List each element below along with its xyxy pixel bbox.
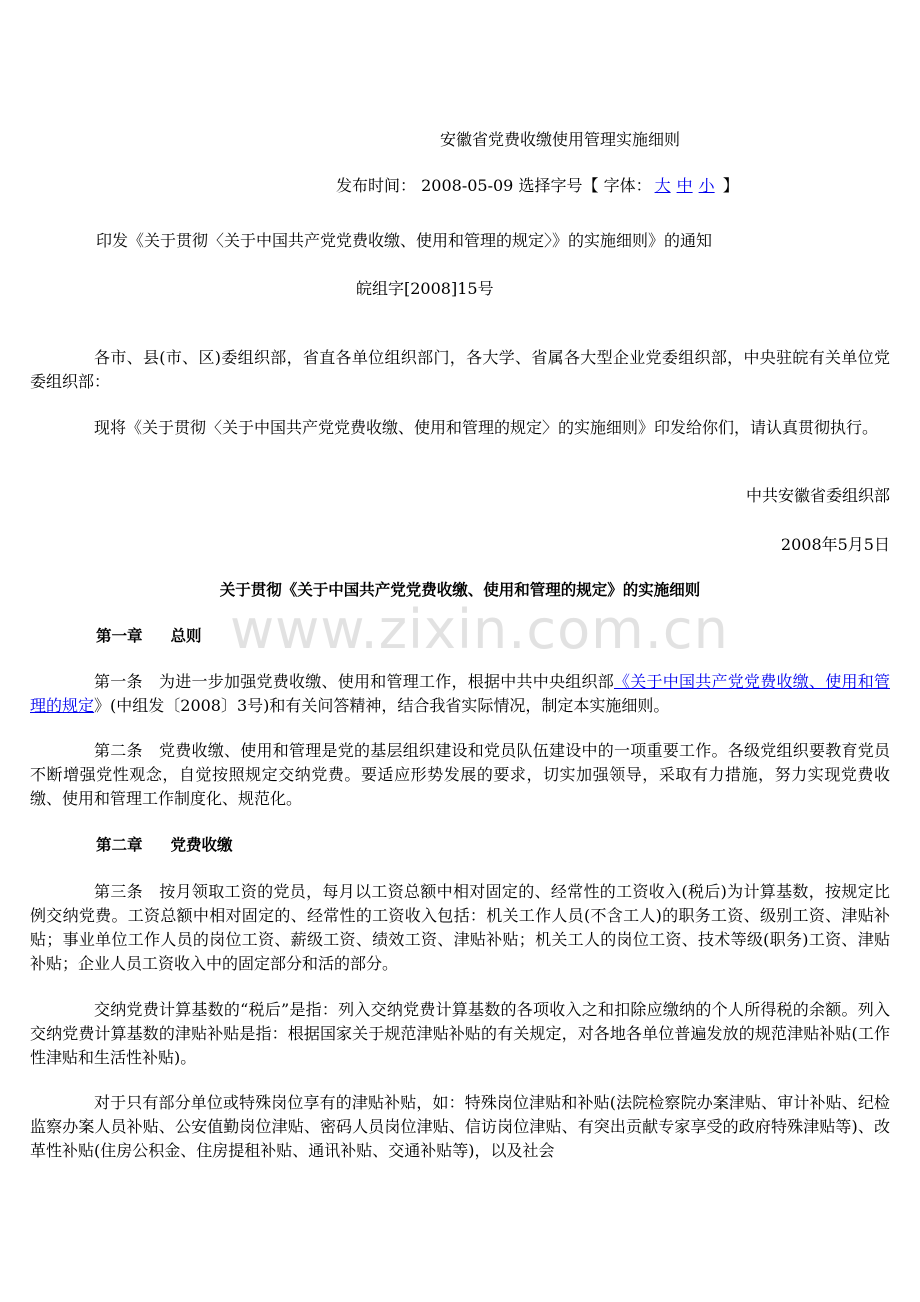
article-1 — [30, 670, 890, 718]
chapter-1-heading — [96, 624, 202, 648]
publish-label: 发布时间： — [336, 176, 417, 195]
font-label: 字体： — [603, 176, 652, 195]
notice-signer: 中共安徽省委组织部 — [745, 486, 890, 505]
font-select-close: 】 — [722, 176, 739, 195]
article-2: 第二条 党费收缴、使用和管理是党的基层组织建设和党员队伍建设中的一项重要工作。各级党组织要教育党员不断增强党性观念，自觉按照规定交纳党费。要适应形势发展的要求，切实加强领导，采取有力措施，努力实现党费收缴、使用和管理工作制度化、规范化。 — [30, 741, 890, 808]
publish-date: 2008-05-09 — [421, 176, 514, 195]
page-title: 安徽省党费收缴使用管理实施细则 — [440, 130, 681, 149]
notice-title: 印发《关于贯彻〈关于中国共产党党费收缴、使用和管理的规定〉》的实施细则》的通知 — [96, 231, 713, 250]
notice-addressee: 各市、县(市、区)委组织部，省直各单位组织部门，各大学、省属各大型企业党委组织部，中央驻皖有关单位党委组织部： — [30, 348, 890, 391]
chapter-2-heading — [96, 833, 233, 857]
chapter-1-name: 总则 — [170, 627, 202, 645]
notice-body: 现将《关于贯彻〈关于中国共产党党费收缴、使用和管理的规定〉的实施细则》印发给你们，请认真贯彻执行。 — [94, 418, 879, 437]
publish-info — [336, 174, 739, 198]
font-size-small-link[interactable]: 小 — [698, 176, 715, 195]
notice-date: 2008年5月5日 — [780, 535, 890, 554]
font-size-medium-link[interactable]: 中 — [676, 176, 693, 195]
paragraph-tax-basis: 交纳党费计算基数的“税后”是指：列入交纳党费计算基数的各项收入之和扣除应缴纳的个人所得税的余额。列入交纳党费计算基数的津贴补贴是指：根据国家关于规范津贴补贴的有关规定，对各地各单位普遍发放的规范津贴补贴(工作性津贴和生活性补贴)。 — [30, 1000, 890, 1067]
chapter-2-name: 党费收缴 — [170, 836, 233, 854]
font-size-large-link[interactable]: 大 — [654, 176, 671, 195]
article-1-text-end: 》(中组发〔2008〕3号)和有关问答精神，结合我省实际情况，制定本实施细则。 — [94, 696, 670, 715]
article-1-text: 第一条 为进一步加强党费收缴、使用和管理工作，根据中共中央组织部 — [94, 672, 614, 691]
article-3: 第三条 按月领取工资的党员，每月以工资总额中相对固定的、经常性的工资收入(税后)为计算基数，按规定比例交纳党费。工资总额中相对固定的、经常性的工资收入包括：机关工作人员(不含工人)的职务工资、级别工资、津贴补贴；事业单位工作人员的岗位工资、薪级工资、绩效工资、津贴补贴；机关工人的岗位工资、技术等级(职务)工资、津贴补贴；企业人员工资收入中的固定部分和活的部分。 — [30, 882, 890, 973]
document-number: 皖组字[2008]15号 — [356, 279, 494, 298]
chapter-1-number: 第一章 — [96, 627, 143, 645]
regulation-link[interactable]: 《关于中国共产党党费收缴、使用和管理的规定 — [30, 672, 890, 715]
watermark: www.zixin.com.cn — [230, 598, 729, 661]
rules-title: 关于贯彻《关于中国共产党党费收缴、使用和管理的规定》的实施细则 — [219, 581, 701, 599]
font-select-label: 选择字号【 — [518, 176, 599, 195]
paragraph-special-allowances: 对于只有部分单位或特殊岗位享有的津贴补贴，如：特殊岗位津贴和补贴(法院检察院办案津贴、审计补贴、纪检监察办案人员补贴、公安值勤岗位津贴、密码人员岗位津贴、信访岗位津贴、有突出贡献专家享受的政府特殊津贴等)、改革性补贴(住房公积金、住房提租补贴、通讯补贴、交通补贴等)，以及社会 — [30, 1093, 890, 1160]
chapter-2-number: 第二章 — [96, 836, 143, 854]
